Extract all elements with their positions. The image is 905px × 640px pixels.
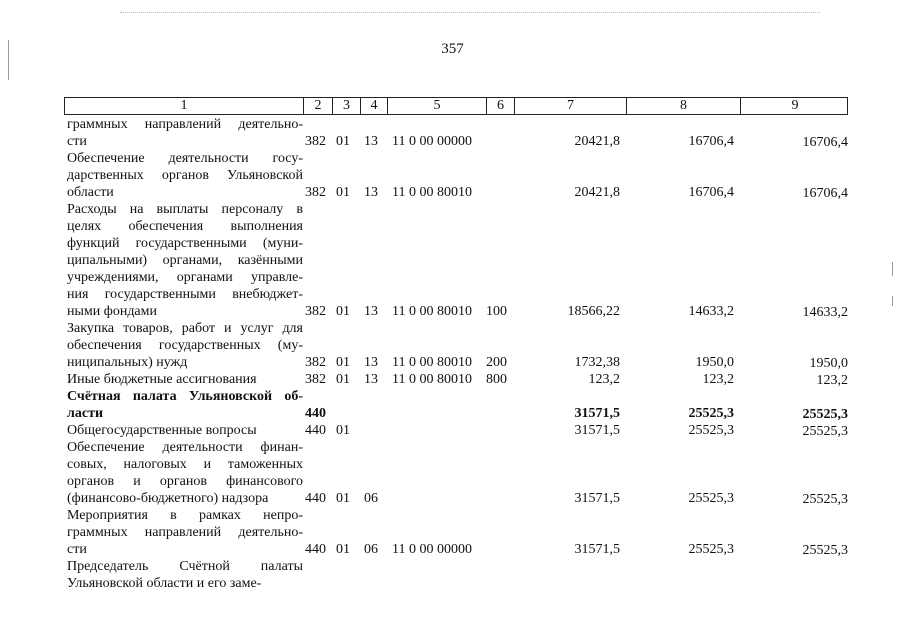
row-description	[67, 201, 303, 320]
description-line: ниципальных) нужд	[67, 355, 188, 370]
cell-c2: 382	[305, 185, 326, 200]
description-line: ными фондами	[67, 304, 158, 319]
cell-c5: 11 0 00 00000	[392, 542, 472, 557]
cell-c4: 13	[364, 185, 378, 200]
description-line: Иные бюджетные ассигнования	[67, 372, 257, 387]
cell-c2: 382	[305, 134, 326, 149]
cell-c9: 25525,3	[802, 407, 848, 422]
description-line: Обеспечение деятельности госу-	[67, 151, 303, 166]
cell-c9: 16706,4	[802, 135, 848, 150]
cell-c4: 06	[364, 491, 378, 506]
cell-c8: 1950,0	[695, 355, 734, 370]
cell-c8: 25525,3	[688, 491, 734, 506]
description-line: обеспечения государственных (му-	[67, 338, 303, 353]
cell-c6: 100	[486, 304, 507, 319]
cell-c5: 11 0 00 80010	[392, 372, 472, 387]
description-line: дарственных органов Ульяновской	[67, 168, 303, 183]
description-line: Закупка товаров, работ и услуг для	[67, 321, 303, 336]
cell-c5: 11 0 00 80010	[392, 304, 472, 319]
header-col-4: 4	[360, 98, 387, 114]
cell-c5: 11 0 00 80010	[392, 355, 472, 370]
table-header-row	[64, 97, 848, 115]
header-col-7: 7	[514, 98, 626, 114]
cell-c3: 01	[336, 491, 350, 506]
description-line: Общегосударственные вопросы	[67, 423, 257, 438]
description-line: Счётная палата Ульяновской об-	[67, 389, 303, 404]
cell-c9: 25525,3	[802, 424, 848, 439]
cell-c7: 1732,38	[574, 355, 620, 370]
cell-c9: 123,2	[816, 373, 848, 388]
row-description	[67, 116, 303, 150]
cell-c7: 31571,5	[574, 406, 620, 421]
description-line: области	[67, 185, 114, 200]
description-line: Председатель Счётной палаты	[67, 559, 303, 574]
description-line: ципальными) органами, казёнными	[67, 253, 303, 268]
description-line: Ульяновской области и его заме-	[67, 576, 262, 591]
cell-c3: 01	[336, 542, 350, 557]
row-description	[67, 150, 303, 201]
cell-c4: 06	[364, 542, 378, 557]
description-line: органов и органов финансового	[67, 474, 303, 489]
page-number: 357	[441, 41, 464, 57]
header-col-5: 5	[387, 98, 486, 114]
cell-c6: 200	[486, 355, 507, 370]
scan-edge-mark	[892, 296, 893, 306]
header-col-3: 3	[332, 98, 360, 114]
description-line: функций государственными (муни-	[67, 236, 303, 251]
cell-c7: 31571,5	[574, 423, 620, 438]
row-description	[67, 507, 303, 558]
cell-c8: 14633,2	[688, 304, 734, 319]
cell-c2: 440	[305, 491, 326, 506]
description-line: граммных направлений деятельно-	[67, 525, 303, 540]
row-description	[67, 439, 303, 507]
cell-c9: 16706,4	[802, 186, 848, 201]
cell-c9: 25525,3	[802, 492, 848, 507]
cell-c8: 25525,3	[688, 406, 734, 421]
cell-c7: 20421,8	[574, 134, 620, 149]
cell-c9: 1950,0	[809, 356, 848, 371]
cell-c8: 25525,3	[688, 542, 734, 557]
cell-c2: 440	[305, 406, 326, 421]
row-description	[67, 320, 303, 371]
description-line: совых, налоговых и таможенных	[67, 457, 303, 472]
cell-c9: 25525,3	[802, 543, 848, 558]
description-line: Обеспечение деятельности финан-	[67, 440, 303, 455]
cell-c5: 11 0 00 00000	[392, 134, 472, 149]
cell-c2: 382	[305, 304, 326, 319]
scan-artifact-line	[120, 12, 820, 14]
cell-c7: 123,2	[588, 372, 620, 387]
cell-c4: 13	[364, 134, 378, 149]
cell-c4: 13	[364, 304, 378, 319]
cell-c2: 440	[305, 542, 326, 557]
description-line: Мероприятия в рамках непро-	[67, 508, 303, 523]
cell-c4: 13	[364, 355, 378, 370]
description-line: сти	[67, 134, 87, 149]
cell-c4: 13	[364, 372, 378, 387]
description-line: целях обеспечения выполнения	[67, 219, 303, 234]
cell-c7: 18566,22	[567, 304, 620, 319]
cell-c2: 440	[305, 423, 326, 438]
description-line: Расходы на выплаты персоналу в	[67, 202, 303, 217]
cell-c6: 800	[486, 372, 507, 387]
description-line: ния государственными внебюджет-	[67, 287, 303, 302]
header-col-2: 2	[303, 98, 332, 114]
cell-c2: 382	[305, 355, 326, 370]
cell-c2: 382	[305, 372, 326, 387]
cell-c8: 16706,4	[688, 185, 734, 200]
description-line: сти	[67, 542, 87, 557]
cell-c8: 123,2	[702, 372, 734, 387]
header-col-1: 1	[180, 98, 188, 113]
cell-c3: 01	[336, 304, 350, 319]
cell-c7: 31571,5	[574, 542, 620, 557]
row-description	[67, 371, 303, 388]
description-line: (финансово-бюджетного) надзора	[67, 491, 269, 506]
scan-edge-mark	[892, 262, 893, 276]
description-line: граммных направлений деятельно-	[67, 117, 303, 132]
header-col-9: 9	[740, 98, 849, 114]
description-line: ласти	[67, 406, 104, 421]
cell-c3: 01	[336, 423, 350, 438]
cell-c3: 01	[336, 355, 350, 370]
cell-c9: 14633,2	[802, 305, 848, 320]
description-line: учреждениями, органами управле-	[67, 270, 303, 285]
cell-c7: 31571,5	[574, 491, 620, 506]
header-col-6: 6	[486, 98, 514, 114]
cell-c5: 11 0 00 80010	[392, 185, 472, 200]
cell-c8: 16706,4	[688, 134, 734, 149]
row-description	[67, 422, 303, 439]
header-col-8: 8	[626, 98, 740, 114]
cell-c3: 01	[336, 185, 350, 200]
cell-c3: 01	[336, 372, 350, 387]
row-description	[67, 558, 303, 592]
row-description	[67, 388, 303, 422]
cell-c7: 20421,8	[574, 185, 620, 200]
cell-c3: 01	[336, 134, 350, 149]
cell-c8: 25525,3	[688, 423, 734, 438]
